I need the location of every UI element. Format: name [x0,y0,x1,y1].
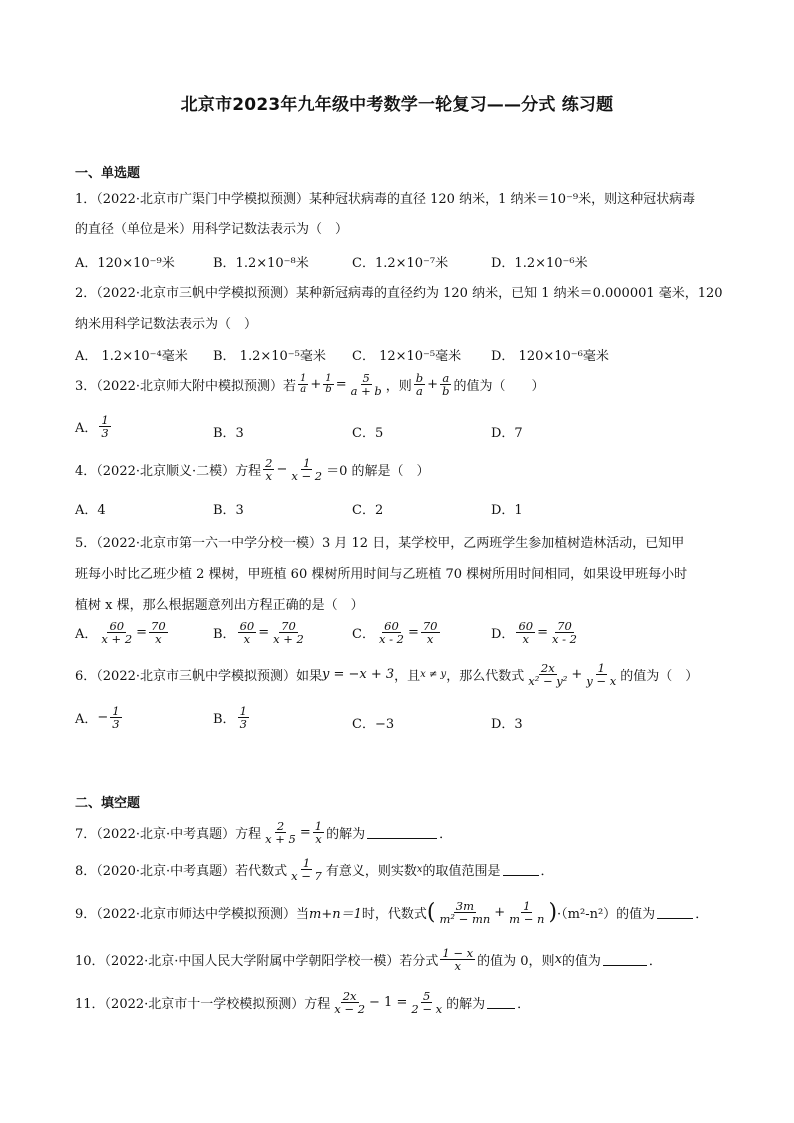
q3-prefix: 3．（2022·北京师大附中模拟预测）若 [75,379,296,395]
q3-fraction-a-over-b: $\frac{a}{b}$ [442,371,450,399]
q4-fraction-2-over-x: $\frac{2}{x}$ [265,456,273,484]
page-title: 北京市2023年九年级中考数学一轮复习——分式 练习题 [180,95,614,115]
q1-line1: 1．（2022·北京市广渠门中学模拟预测）某种冠状病毒的直径 120 纳米，1 纳米＝10⁻⁹米，则这种冠状病毒 [75,192,696,207]
q1-option-a[interactable]: A．120×10⁻⁹米 [75,256,175,271]
q7-stem: 7．（2022·北京·中考真题）方程 $\frac{2}{x + 5}$ = $\frac{1}{x}$ 的解为 ． [75,819,453,847]
q9-condition: m+n＝1 [309,907,362,923]
q6-option-b-fraction: $\frac{1}{3}$ [239,704,247,732]
q5d-right-fraction: $\frac{70}{x - 2}$ [551,619,577,647]
q5a-left-fraction: $\frac{60}{x + 2}$ [101,619,133,647]
q9-stem: 9．（2022·北京市师达中学模拟预测）当 m+n＝1 时，代数式 ( $\frac{3m}{\text{m² − mn}}$ + $\frac{1}{m - n}$ ) ·（m²-n²）的值为 ． [75,899,709,927]
q11-answer-blank[interactable] [487,996,515,1009]
q5-line2: 班每小时比乙班少植 2 棵树，甲班植 60 棵树所用时间与乙班植 70 棵树所用时间相同，如果设甲班每小时 [75,567,688,582]
q11-stem: 11．（2022·北京市十一学校模拟预测）方程 $\frac{2x}{x - 2}$ − 1 = $\frac{5}{2 - x}$ 的解为 ． [75,989,531,1017]
q11-fraction-2x-over-x-minus-2: $\frac{2x}{x - 2}$ [334,989,366,1017]
section-heading-single-choice: 一、单选题 [75,166,141,181]
q10-fraction-1-minus-x-over-x: $\frac{1 - x}{x}$ [442,946,474,974]
q7-fraction-1-over-x: $\frac{1}{x}$ [314,819,323,847]
q6-option-a[interactable]: A． − $\frac{1}{3}$ [75,704,120,732]
q5b-left-fraction: $\frac{60}{x}$ [239,619,255,647]
q3-option-b[interactable]: B．3 [213,426,244,441]
q5c-right-fraction: $\frac{70}{x}$ [422,619,438,647]
q5b-right-fraction: $\frac{70}{x + 2}$ [273,619,304,647]
q4-option-b[interactable]: B．3 [213,503,244,518]
q6-option-a-fraction: $\frac{1}{3}$ [112,704,120,732]
q10-answer-blank[interactable] [603,953,647,966]
q7-fraction-2-over-x-plus-5: $\frac{2}{x + 5}$ [265,819,296,847]
q9-answer-blank[interactable] [657,906,693,919]
q3-option-a-fraction: $\frac{1}{3}$ [101,413,109,441]
q6-option-d[interactable]: D．3 [491,717,523,732]
q8-fraction-1-over-x-minus-7: $\frac{1}{x - 7}$ [291,856,322,884]
q3-stem: 3．（2022·北京师大附中模拟预测）若 $\frac{1}{a}$ + $\frac{1}{b}$ = $\frac{5}{a + b}$ ，则 $\frac{b}{a}$ + $\frac{a}{b}$ 的值为（ ） [75,371,545,399]
q6-condition: y = −x + 3 [322,667,395,683]
q2-option-b[interactable]: B． 1.2×10⁻⁵毫米 [213,349,326,364]
q3-option-d[interactable]: D．7 [491,426,523,441]
q2-option-d[interactable]: D． 120×10⁻⁶毫米 [491,349,609,364]
q4-fraction-1-over-x-minus-2: $\frac{1}{x - 2}$ [291,456,323,484]
q2-line2: 纳米用科学记数法表示为（ ） [75,317,258,332]
q8-answer-blank[interactable] [503,863,539,876]
q4-option-a[interactable]: A．4 [75,503,106,518]
q1-option-c[interactable]: C．1.2×10⁻⁷米 [352,256,449,271]
q6-option-c[interactable]: C．−3 [352,717,395,732]
q3-fraction-5-over-a-plus-b: $\frac{5}{a + b}$ [350,371,382,399]
q2-option-c[interactable]: C． 12×10⁻⁵毫米 [352,349,462,364]
q6-inequality: x ≠ y [420,669,447,681]
q5c-left-fraction: $\frac{60}{x - 2}$ [378,619,404,647]
q11-fraction-5-over-2-minus-x: $\frac{5}{2 - x}$ [411,989,443,1017]
q9-fraction-3m-over-m2-mn: $\frac{3m}{\text{m² − mn}}$ [439,899,491,927]
q5a-right-fraction: $\frac{70}{x}$ [151,619,166,647]
q3-option-c[interactable]: C．5 [352,426,384,441]
q6-stem: 6．（2022·北京市三帆中学模拟预测）如果 y = −x + 3 ，且 x ≠ y ，那么代数式 $\frac{2x}{\text{x² − y²}}$ + $\frac{1}{y - x}$ 的值为（ ） [75,661,699,689]
q8-stem: 8．（2020·北京·中考真题）若代数式 $\frac{1}{x - 7}$ 有意义，则实数 x 的取值范围是 ． [75,856,554,884]
q5d-left-fraction: $\frac{60}{x}$ [518,619,534,647]
q5-line3: 植树 x 棵，那么根据题意列出方程正确的是（ ） [75,598,364,613]
q5-option-b[interactable]: B． $\frac{60}{x}$ = $\frac{70}{x + 2}$ [213,619,304,647]
q6-fraction-2x-over-x2-y2: $\frac{2x}{\text{x² − y²}}$ [528,661,568,689]
q5-option-d[interactable]: D． $\frac{60}{x}$ = $\frac{70}{x - 2}$ [491,619,577,647]
q3-fraction-1-over-b: $\frac{1}{b}$ [325,372,332,396]
q6-option-b[interactable]: B． $\frac{1}{3}$ [213,704,247,732]
q1-option-d[interactable]: D．1.2×10⁻⁶米 [491,256,588,271]
q4-stem: 4．（2022·北京顺义·二模）方程 $\frac{2}{x}$ − $\frac{1}{x - 2}$ ＝0 的解是（ ） [75,456,430,484]
q5-line1: 5．（2022·北京市第一六一中学分校一模）3 月 12 日，某学校甲，乙两班学生参加植树造林活动，已知甲 [75,536,685,551]
q2-option-a[interactable]: A． 1.2×10⁻⁴毫米 [75,349,188,364]
section-heading-fill-in: 二、填空题 [75,796,141,811]
q5-option-a[interactable]: A． $\frac{60}{x + 2}$ = $\frac{70}{x}$ [75,619,166,647]
q3-fraction-b-over-a: $\frac{b}{a}$ [415,371,424,399]
q4-option-c[interactable]: C．2 [352,503,384,518]
q1-option-b[interactable]: B．1.2×10⁻⁸米 [213,256,309,271]
q3-option-a[interactable]: A． $\frac{1}{3}$ [75,413,109,441]
q6-fraction-1-over-y-minus-x: $\frac{1}{y - x}$ [586,661,617,689]
q3-fraction-1-over-a: $\frac{1}{a}$ [300,372,307,396]
q7-answer-blank[interactable] [367,826,437,839]
q2-line1: 2．（2022·北京市三帆中学模拟预测）某种新冠病毒的直径约为 120 纳米，已知 1 纳米＝0.000001 毫米，120 [75,286,723,301]
q9-fraction-1-over-m-minus-n: $\frac{1}{m - n}$ [509,899,545,927]
q5-option-c[interactable]: C． $\frac{60}{x - 2}$ = $\frac{70}{x}$ [352,619,438,647]
q4-option-d[interactable]: D．1 [491,503,523,518]
q10-stem: 10．（2022·北京·中国人民大学附属中学朝阳学校一模）若分式 $\frac{1 - x}{x}$ 的值为 0，则 x 的值为 ． [75,946,662,974]
q1-line2: 的直径（单位是米）用科学记数法表示为（ ） [75,222,349,237]
